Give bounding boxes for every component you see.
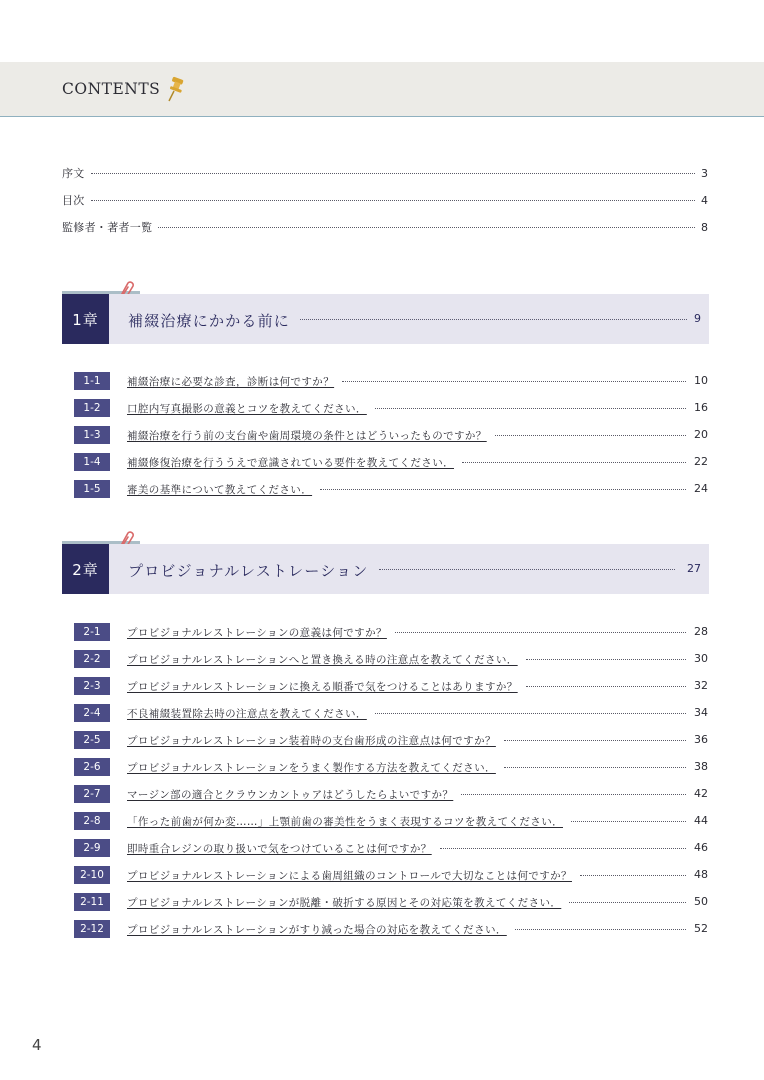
dot-leader xyxy=(375,713,686,714)
item-page: 22 xyxy=(694,455,708,468)
dot-leader xyxy=(571,821,686,822)
toc-item[interactable] xyxy=(74,758,708,776)
dot-leader xyxy=(569,902,686,903)
item-title: プロビジョナルレストレーションの意義は何ですか？ xyxy=(127,627,387,639)
item-page: 28 xyxy=(694,625,708,638)
toc-item[interactable] xyxy=(74,372,708,390)
item-page: 44 xyxy=(694,814,708,827)
item-title: 補綴治療に必要な診査，診断は何ですか？ xyxy=(127,376,335,388)
toc-item[interactable] xyxy=(74,650,708,668)
dot-leader xyxy=(91,173,695,174)
item-number-badge: 2-9 xyxy=(74,839,110,857)
dot-leader xyxy=(462,462,686,463)
toc-item[interactable] xyxy=(74,866,708,884)
dot-leader xyxy=(158,227,695,228)
dot-leader xyxy=(526,686,686,687)
dot-leader xyxy=(320,489,686,490)
item-title: プロビジョナルレストレーションがすり減った場合の対応を教えてください． xyxy=(127,924,507,936)
dot-leader xyxy=(580,875,686,876)
dot-leader xyxy=(515,929,686,930)
item-title: 「作った前歯が何か変……」上顎前歯の審美性をうまく表現するコツを教えてください． xyxy=(127,816,563,828)
chapter-title: プロビジョナルレストレーション xyxy=(128,562,369,580)
item-number-badge: 2-4 xyxy=(74,704,110,722)
item-title: 審美の基準について教えてください． xyxy=(127,484,313,496)
page-title: CONTENTS xyxy=(62,80,161,98)
toc-row-page: 4 xyxy=(701,193,708,207)
dot-leader xyxy=(440,848,686,849)
toc-row-label: 目次 xyxy=(62,194,85,207)
item-number-badge: 1-5 xyxy=(74,480,110,498)
item-title: 不良補綴装置除去時の注意点を教えてください． xyxy=(127,708,367,720)
toc-row-preface[interactable] xyxy=(62,165,708,181)
item-page: 42 xyxy=(694,787,708,800)
chapter-title: 補綴治療にかかる前に xyxy=(128,312,291,330)
pushpin-icon xyxy=(166,76,184,102)
chapter-page: 9 xyxy=(694,312,701,325)
item-page: 16 xyxy=(694,401,708,414)
item-page: 36 xyxy=(694,733,708,746)
toc-item[interactable] xyxy=(74,399,708,417)
dot-leader xyxy=(504,740,686,741)
item-title: 即時重合レジンの取り扱いで気をつけていることは何ですか？ xyxy=(127,843,432,855)
item-page: 38 xyxy=(694,760,708,773)
item-title: プロビジョナルレストレーションへと置き換える時の注意点を教えてください． xyxy=(127,654,518,666)
chapter-number: 2章 xyxy=(62,544,109,594)
toc-item[interactable] xyxy=(74,704,708,722)
dot-leader xyxy=(495,435,686,436)
item-number-badge: 1-1 xyxy=(74,372,110,390)
dot-leader xyxy=(342,381,686,382)
toc-row-label: 監修者・著者一覧 xyxy=(62,221,153,234)
toc-item[interactable] xyxy=(74,920,708,938)
item-number-badge: 1-4 xyxy=(74,453,110,471)
toc-item[interactable] xyxy=(74,785,708,803)
toc-item[interactable] xyxy=(74,426,708,444)
item-title: プロビジョナルレストレーションに換える順番で気をつけることはありますか？ xyxy=(127,681,518,693)
toc-item[interactable] xyxy=(74,731,708,749)
item-page: 10 xyxy=(694,374,708,387)
toc-row-contents[interactable] xyxy=(62,192,708,208)
item-number-badge: 2-6 xyxy=(74,758,110,776)
toc-row-page: 8 xyxy=(701,220,708,234)
chapter-page: 27 xyxy=(687,562,701,575)
item-title: プロビジョナルレストレーションをうまく製作する方法を教えてください． xyxy=(127,762,496,774)
chapter-heading-2[interactable] xyxy=(62,544,709,594)
item-page: 30 xyxy=(694,652,708,665)
toc-item[interactable] xyxy=(74,480,708,498)
toc-item[interactable] xyxy=(74,623,708,641)
item-title: プロビジョナルレストレーション装着時の支台歯形成の注意点は何ですか？ xyxy=(127,735,496,747)
item-page: 34 xyxy=(694,706,708,719)
item-page: 48 xyxy=(694,868,708,881)
dot-leader xyxy=(526,659,686,660)
toc-item[interactable] xyxy=(74,839,708,857)
toc-row-page: 3 xyxy=(701,166,708,180)
item-page: 50 xyxy=(694,895,708,908)
dot-leader xyxy=(91,200,695,201)
toc-item[interactable] xyxy=(74,893,708,911)
item-number-badge: 2-3 xyxy=(74,677,110,695)
item-number-badge: 2-1 xyxy=(74,623,110,641)
item-number-badge: 2-10 xyxy=(74,866,110,884)
chapter-number: 1章 xyxy=(62,294,109,344)
item-page: 32 xyxy=(694,679,708,692)
page-number: 4 xyxy=(32,1036,42,1054)
toc-row-label: 序文 xyxy=(62,167,85,180)
toc-item[interactable] xyxy=(74,812,708,830)
item-title: マージン部の適合とクラウンカントゥアはどうしたらよいですか？ xyxy=(127,789,454,801)
item-page: 20 xyxy=(694,428,708,441)
item-page: 52 xyxy=(694,922,708,935)
dot-leader xyxy=(375,408,686,409)
item-number-badge: 2-12 xyxy=(74,920,110,938)
item-page: 46 xyxy=(694,841,708,854)
toc-item[interactable] xyxy=(74,677,708,695)
item-number-badge: 2-5 xyxy=(74,731,110,749)
item-number-badge: 2-2 xyxy=(74,650,110,668)
item-number-badge: 2-11 xyxy=(74,893,110,911)
item-title: 補綴修復治療を行ううえで意識されている要件を教えてください． xyxy=(127,457,454,469)
item-page: 24 xyxy=(694,482,708,495)
dot-leader xyxy=(504,767,686,768)
item-number-badge: 1-3 xyxy=(74,426,110,444)
item-title: プロビジョナルレストレーションが脱離・破折する原因とその対応策を教えてください． xyxy=(127,897,562,909)
toc-row-authors[interactable] xyxy=(62,219,708,235)
item-number-badge: 2-8 xyxy=(74,812,110,830)
dot-leader xyxy=(379,569,675,570)
item-number-badge: 1-2 xyxy=(74,399,110,417)
item-number-badge: 2-7 xyxy=(74,785,110,803)
dot-leader xyxy=(395,632,686,633)
dot-leader xyxy=(461,794,686,795)
item-title: 口腔内写真撮影の意義とコツを教えてください． xyxy=(127,403,367,415)
dot-leader xyxy=(300,319,687,320)
item-title: 補綴治療を行う前の支台歯や歯周環境の条件とはどういったものですか？ xyxy=(127,430,487,442)
item-title: プロビジョナルレストレーションによる歯周組織のコントロールで大切なことは何ですか？ xyxy=(127,870,572,882)
toc-item[interactable] xyxy=(74,453,708,471)
chapter-heading-1[interactable] xyxy=(62,294,709,344)
